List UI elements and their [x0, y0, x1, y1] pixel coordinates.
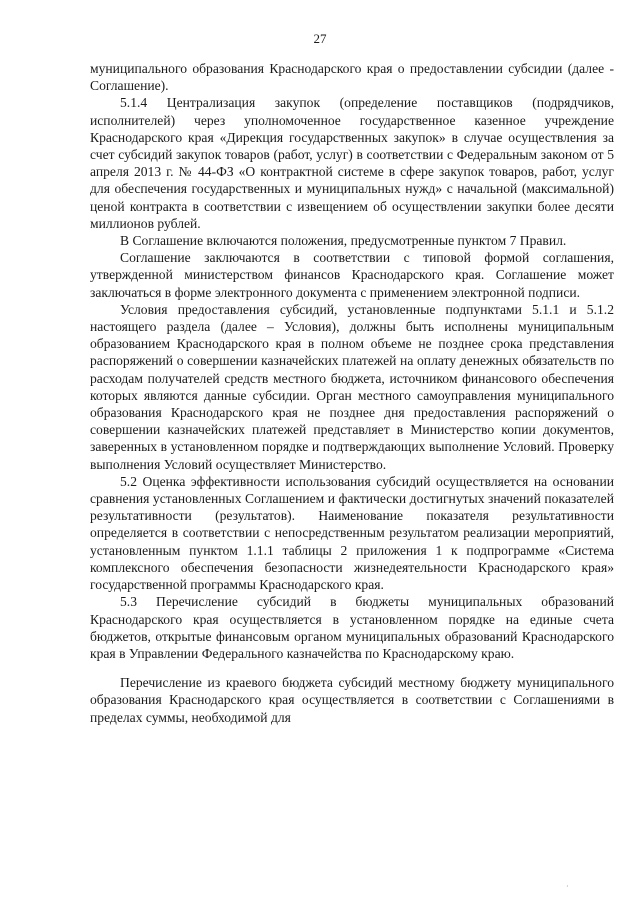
paragraph-agreement-form: Соглашение заключаются в соответствии с типовой формой соглашения, утвержденной министерством финансов Краснодарского края. Соглашение может заключаться в форме электронного документа с применением электронной подписи.	[90, 250, 614, 300]
paragraph-5-2: 5.2 Оценка эффективности использования субсидий осуществляется на основании сравнения установленных Соглашением и фактически достигнутых значений показателей результативности (результатов). Наименование показателя результативности определяется в соответствии с непосредственным результатом реализации мероприятий, установленным пунктом 1.1.1 таблицы 2 приложения 1 к подпрограмме «Система комплексного обеспечения безопасности жизнедеятельности Краснодарского края» государственной программы Краснодарского края.	[90, 473, 614, 593]
paragraph-transfer: Перечисление из краевого бюджета субсидий местному бюджету муниципального образования Краснодарского края осуществляется в соответствии с Соглашениями в пределах суммы, необходимой для	[90, 675, 614, 725]
paragraph-agreement-provisions: В Соглашение включаются положения, предусмотренные пунктом 7 Правил.	[120, 233, 567, 249]
paragraph-agreement-continuation: муниципального образования Краснодарского края о предоставлении субсидии (далее - Соглашение).	[90, 61, 614, 94]
scan-speck: ·	[566, 882, 569, 891]
paragraph-conditions: Условия предоставления субсидий, установленные подпунктами 5.1.1 и 5.1.2 настоящего раздела (далее – Условия), должны быть исполнены муниципальным образованием Краснодарского края в полном объеме не позднее срока представления распоряжений о совершении казначейских платежей на оплату денежных обязательств по расходам получателей средств местного бюджета, источником финансового обеспечения которых являются данные субсидии. Орган местного самоуправления муниципального образования Краснодарского края не позднее дня предоставления распоряжений о совершении казначейских платежей представляет в Министерство копии документов, заверенных в установленном порядке и подтверждающих выполнение Условий. Проверку выполнения Условий осуществляет Министерство.	[90, 301, 614, 472]
paragraph-5-3: 5.3 Перечисление субсидий в бюджеты муниципальных образований Краснодарского края осуществляется в установленном порядке на единые счета бюджетов, открытые финансовым органом муниципальных образований Краснодарского края в Управлении Федерального казначейства по Краснодарскому краю.	[90, 594, 614, 661]
page-number: 27	[313, 31, 327, 46]
paragraph-5-1-4: 5.1.4 Централизация закупок (определение поставщиков (подрядчиков, исполнителей) через уполномоченное государственное казенное учреждение Краснодарского края «Дирекция государственных закупок» в случае осуществления за счет субсидий закупок товаров (работ, услуг) в соответствии с Федеральным законом от 5 апреля 2013 г. № 44-ФЗ «О контрактной системе в сфере закупок товаров, работ, услуг для обеспечения государственных и муниципальных нужд» с начальной (максимальной) ценой контракта в соответствии с извещением об осуществлении закупки более десяти миллионов рублей.	[90, 95, 614, 231]
document-body	[90, 60, 614, 726]
